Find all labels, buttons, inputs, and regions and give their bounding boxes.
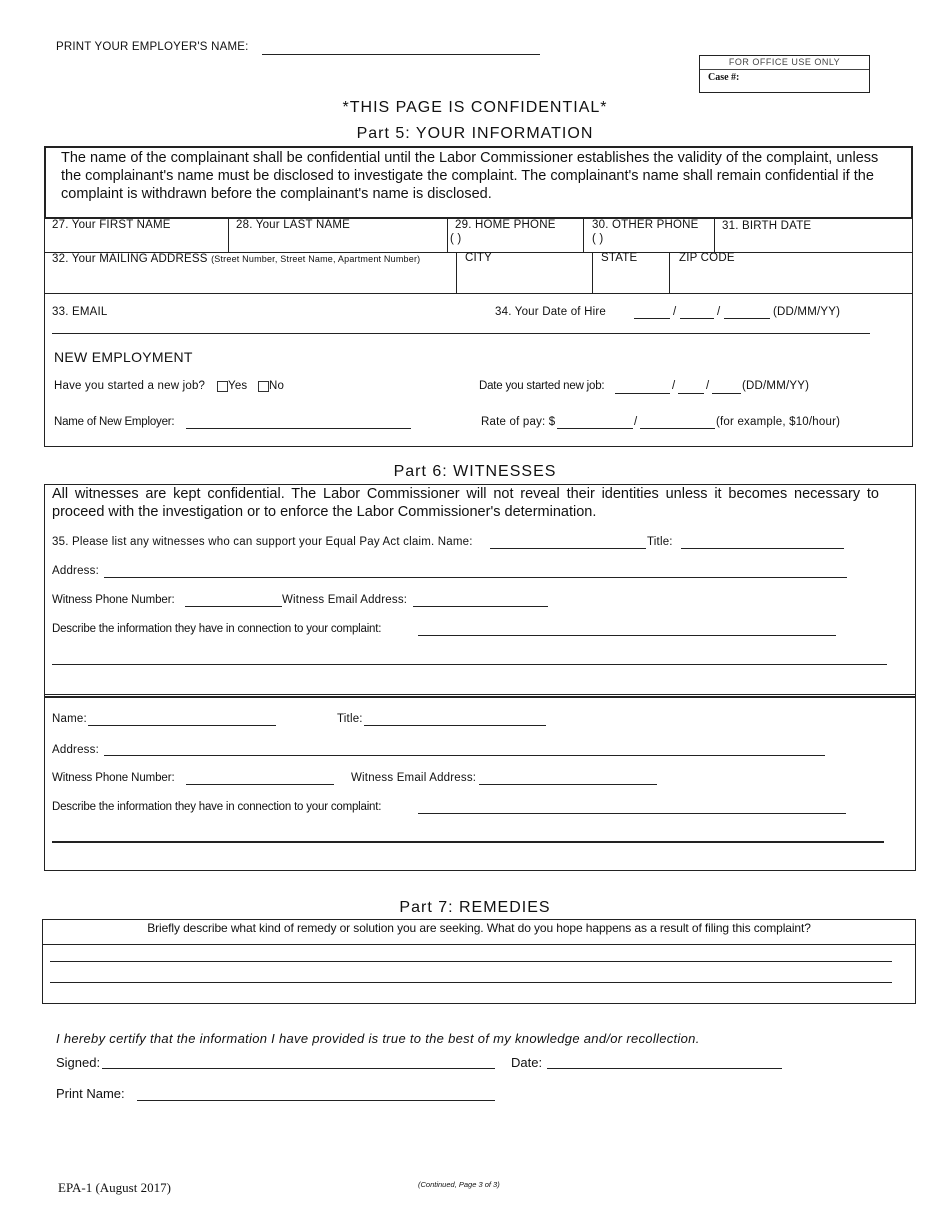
new-employer-label: Name of New Employer: xyxy=(54,416,175,428)
witness-1-name-field[interactable] xyxy=(490,548,646,549)
witness-1-email-field[interactable] xyxy=(413,606,548,607)
form-id: EPA-1 (August 2017) xyxy=(58,1180,171,1195)
email-field[interactable] xyxy=(52,333,870,334)
witness-1-list-prompt: 35. Please list any witnesses who can support your Equal Pay Act claim. Name: xyxy=(52,536,473,548)
zip-label: ZIP CODE xyxy=(679,252,735,264)
print-name-label: Print Name: xyxy=(56,1086,125,1101)
new-employment-heading: NEW EMPLOYMENT xyxy=(54,349,193,365)
employer-name-label: PRINT YOUR EMPLOYER'S NAME: xyxy=(56,41,249,53)
signature-field[interactable] xyxy=(102,1068,495,1069)
last-name-label: 28. Your LAST NAME xyxy=(236,219,350,231)
started-year-field[interactable] xyxy=(712,393,741,394)
signed-label: Signed: xyxy=(56,1055,101,1070)
first-name-label: 27. Your FIRST NAME xyxy=(52,219,171,231)
other-phone-paren[interactable]: ( ) xyxy=(592,233,604,245)
mailing-address-label: 32. Your MAILING ADDRESS (Street Number, Street Name, Apartment Number) xyxy=(52,253,421,265)
mailing-address-hint: (Street Number, Street Name, Apartment Number) xyxy=(211,254,421,264)
part6-notice: All witnesses are kept confidential. The Labor Commissioner will not reveal their identities unless it becomes necessary to proceed with the investigation or to enforce the Labor Commissioner's determination. xyxy=(52,486,879,520)
home-phone-label: 29. HOME PHONE xyxy=(455,219,556,231)
witness-2-describe-line-2[interactable] xyxy=(52,841,884,843)
witness-1-address-label: Address: xyxy=(52,565,99,577)
date-field[interactable] xyxy=(547,1068,782,1069)
birth-date-label: 31. BIRTH DATE xyxy=(722,220,812,232)
rate-example: (for example, $10/hour) xyxy=(716,416,841,428)
part7-title: Part 7: REMEDIES xyxy=(399,899,551,916)
started-new-job-label: Have you started a new job? xyxy=(54,380,206,392)
other-phone-label: 30. OTHER PHONE xyxy=(592,219,699,231)
print-name-field[interactable] xyxy=(137,1100,495,1101)
rate-amount-field[interactable] xyxy=(557,428,633,429)
yes-checkbox[interactable] xyxy=(217,381,228,392)
no-checkbox[interactable] xyxy=(258,381,269,392)
witness-2-name-field[interactable] xyxy=(88,725,276,726)
no-label: No xyxy=(269,380,285,392)
city-label: CITY xyxy=(465,252,492,264)
witness-2-email-field[interactable] xyxy=(479,784,657,785)
office-use-label: FOR OFFICE USE ONLY xyxy=(700,56,869,70)
first-name-field[interactable] xyxy=(229,236,446,251)
started-month-field[interactable] xyxy=(678,393,704,394)
date-label: Date: xyxy=(511,1055,543,1070)
email-label: 33. EMAIL xyxy=(52,306,108,318)
hire-year-field[interactable] xyxy=(724,318,770,319)
witness-2-phone-field[interactable] xyxy=(186,784,334,785)
new-employer-field[interactable] xyxy=(186,428,411,429)
employer-name-field[interactable] xyxy=(262,54,540,55)
witness-2-email-label: Witness Email Address: xyxy=(351,772,477,784)
date-of-hire-label: 34. Your Date of Hire xyxy=(495,306,606,318)
witness-2-name-label: Name: xyxy=(52,713,87,725)
witness-1-address-field[interactable] xyxy=(104,577,847,578)
certify-statement: I hereby certify that the information I have provided is true to the best of my knowledge and/or recollection. xyxy=(56,1031,700,1046)
part5-notice-box xyxy=(44,146,913,219)
case-number-label: Case #: xyxy=(708,72,740,83)
witness-2-title-field[interactable] xyxy=(364,725,546,726)
witness-1-email-label: Witness Email Address: xyxy=(282,594,408,606)
witness-1-describe-field[interactable] xyxy=(418,635,836,636)
witness-2-title-label: Title: xyxy=(337,713,363,725)
witness-2-describe-field[interactable] xyxy=(418,813,846,814)
started-day-field[interactable] xyxy=(615,393,670,394)
part6-title: Part 6: WITNESSES xyxy=(393,463,557,480)
part5-title: Part 5: YOUR INFORMATION xyxy=(356,125,594,142)
hire-day-field[interactable] xyxy=(634,318,670,319)
remedy-line-2[interactable] xyxy=(50,982,892,983)
confidential-title: *THIS PAGE IS CONFIDENTIAL* xyxy=(342,99,608,116)
witness-2-phone-label: Witness Phone Number: xyxy=(52,772,175,784)
office-use-box xyxy=(699,55,870,93)
continued-note: (Continued, Page 3 of 3) xyxy=(418,1180,500,1189)
witness-1-title-field[interactable] xyxy=(681,548,844,549)
hire-date-format: (DD/MM/YY) xyxy=(773,306,841,318)
rate-of-pay-label: Rate of pay: $ xyxy=(481,416,556,428)
date-started-label: Date you started new job: xyxy=(479,380,605,392)
witness-1-describe-line-2[interactable] xyxy=(52,664,887,665)
remedy-line-1[interactable] xyxy=(50,961,892,962)
rate-period-field[interactable] xyxy=(640,428,715,429)
home-phone-paren[interactable]: ( ) xyxy=(450,233,462,245)
witness-2-describe-label: Describe the information they have in connection to your complaint: xyxy=(52,801,382,813)
witness-1-phone-label: Witness Phone Number: xyxy=(52,594,175,606)
state-label: STATE xyxy=(601,252,638,264)
yes-label: Yes xyxy=(228,380,248,392)
witness-1-describe-label: Describe the information they have in connection to your complaint: xyxy=(52,623,382,635)
witness-1-phone-field[interactable] xyxy=(185,606,282,607)
witness-1-title-label: Title: xyxy=(647,536,673,548)
started-date-format: (DD/MM/YY) xyxy=(742,380,810,392)
witness-2-address-field[interactable] xyxy=(104,755,825,756)
witness-2-address-label: Address: xyxy=(52,744,99,756)
part5-notice: The name of the complainant shall be confidential until the Labor Commissioner establishes the validity of the complaint, unless the complainant's name must be disclosed to investigate the complaint. The complainant's name shall remain confidential if the complaint is withdrawn before the complainant's name is disclosed. xyxy=(61,150,879,202)
hire-month-field[interactable] xyxy=(680,318,714,319)
part7-prompt: Briefly describe what kind of remedy or solution you are seeking. What do you hope happens as a result of filing this complaint? xyxy=(147,921,811,935)
